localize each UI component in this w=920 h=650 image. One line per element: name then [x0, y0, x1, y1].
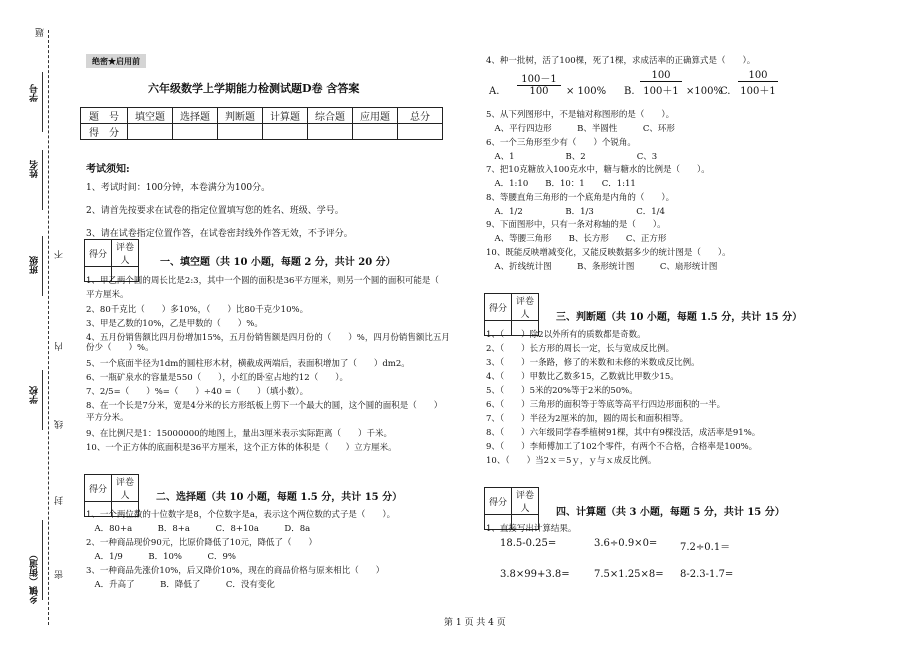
notice-item: 2、请首先按要求在试卷的指定位置填写您的姓名、班级、学号。	[86, 206, 344, 216]
side-char-5: 密	[55, 570, 65, 579]
s1-line: 4、五月份销售额比四月份增加15%，五月份销售额是四月份的（ ）%，四月份销售额比五月	[86, 333, 450, 343]
s1-line: 1、甲乙两个圆的周长比是2:3，其中一个圆的面积是36平方厘米，则另一个圆的面积可能是（	[86, 276, 439, 286]
s1-line: 平方分米。	[86, 413, 129, 423]
student-id-line	[42, 72, 43, 132]
side-char-3: 线	[55, 420, 65, 429]
r-line: 8、等腰直角三角形的一个底角是内角的（ ）。	[486, 193, 675, 203]
s1-line: 3、甲是乙数的10%，乙是甲数的（ ）%。	[86, 319, 263, 329]
score-cell[interactable]	[218, 124, 263, 140]
score-cell[interactable]	[263, 124, 308, 140]
label-name: 姓名	[30, 160, 40, 178]
score-head-1: 填空题	[128, 108, 173, 124]
s2-line: 1、一个两位数的十位数字是8，个位数字是a，表示这个两位数的式子是（ ）。	[86, 510, 396, 520]
s3-line: 2、（ ）长方形的周长一定，长与宽成反比例。	[486, 344, 675, 354]
s1-line: 10、一个正方体的底面积是36平方厘米，这个正方体的体积是（ ）立方厘米。	[86, 443, 397, 453]
name-line	[42, 150, 43, 210]
s1-line: 6、一瓶矿泉水的容量是550（ ），小红的卧室占地约12（ ）。	[86, 373, 348, 383]
section4-title: 四、计算题（共 3 小题，每题 5 分，共计 15 分）	[556, 507, 785, 518]
q4-opt-c: C.	[720, 86, 731, 97]
town-line	[42, 520, 43, 600]
s3-line: 4、（ ）甲数比乙数多15，乙数就比甲数少15。	[486, 372, 679, 382]
page-footer: 第 1 页 共 4 页	[444, 618, 506, 628]
section2-title: 二、选择题（共 10 小题，每题 1.5 分，共计 15 分）	[156, 492, 403, 503]
score-head-6: 应用题	[353, 108, 398, 124]
frac-b-tail: ×100%	[686, 86, 723, 97]
q4-frac-c	[738, 70, 778, 97]
binding-top-mark: 题	[36, 28, 46, 37]
confidential-stamp: 绝密★启用前	[86, 54, 146, 68]
s3-line: 9、（ ）李师傅加工了102个零件，有两个不合格，合格率是100%。	[486, 442, 758, 452]
s2-line: A．80+a B．8+a C．8+10a D．8a	[86, 524, 311, 534]
r-line: A、平行四边形 B、半圆性 C、环形	[486, 124, 675, 134]
score-head-7: 总分	[398, 108, 443, 124]
s1-line: 2、80千克比（ ）多10%，（ ）比80千克少10%。	[86, 305, 309, 315]
q4-frac-a	[517, 70, 561, 97]
class-line	[42, 236, 43, 296]
notice-item: 1、考试时间：100分钟，本卷满分为100分。	[86, 183, 271, 193]
calc-item: 7.2÷0.1＝	[680, 542, 731, 553]
binding-dashed-line	[48, 30, 49, 625]
score-cell[interactable]	[128, 124, 173, 140]
q4-opt-a: A.	[489, 86, 500, 97]
section1-title: 一、填空题（共 10 小题，每题 2 分，共计 20 分）	[160, 257, 396, 268]
score-cell[interactable]	[398, 124, 443, 140]
score-table	[80, 107, 443, 140]
frac-c-den: 100＋1	[740, 86, 776, 97]
score-head-2: 选择题	[173, 108, 218, 124]
s2-line: 2、一种商品现价90元，比原价降低了10元，降低了（ ）	[86, 538, 318, 548]
s3-line: 7、（ ）半径为2厘米的加，圆的周长和面积相等。	[486, 414, 689, 424]
s1-line: 平方厘米。	[86, 290, 129, 300]
s1-line: 份少（ ）%。	[86, 343, 154, 353]
s1-line: 7、2/5=（ ）%=（ ）÷40 =（ ）（填小数）。	[86, 387, 309, 397]
scorebox-label: 评卷人	[512, 294, 539, 321]
r-line: 10、既能反映增减变化，又能反映数据多少的统计图是（ ）。	[486, 248, 731, 258]
notice-heading: 考试须知:	[86, 164, 130, 175]
label-school: 学校	[30, 386, 40, 404]
score-head-5: 综合题	[308, 108, 353, 124]
scorebox-label: 评卷人	[512, 488, 539, 515]
frac-a-num: 100－1	[517, 70, 561, 86]
score-cell[interactable]	[353, 124, 398, 140]
scorebox-label: 得分	[85, 475, 112, 502]
scorebox-label: 评卷人	[112, 475, 139, 502]
side-char-1: 不	[55, 250, 65, 259]
r-line: A．1/2 B．1/3 C．1/4	[486, 207, 665, 217]
s2-line: A．1/9 B．10% C．9%	[86, 552, 236, 562]
score-row-label: 得 分	[81, 124, 128, 140]
r-line: A．1:10 B．10：1 C．1:11	[486, 179, 636, 189]
s1-line: 8、在一个长是7分米，宽是4分米的长方形纸板上剪下一个最大的圆，这个圆的面积是（ ）	[86, 401, 443, 411]
frac-c-num: 100	[738, 70, 778, 82]
r-line: A、1 B、2 C、3	[486, 152, 658, 162]
calc-item: 18.5-0.25=	[500, 538, 557, 549]
label-class: 班级	[30, 256, 40, 274]
s2-line: A．升高了 B．降低了 C．没有变化	[86, 580, 275, 590]
scorebox-label: 评卷人	[112, 240, 139, 267]
scorebox-label: 得分	[85, 240, 112, 267]
calc-item: 8-2.3-1.7=	[680, 569, 734, 580]
side-char-4: 封	[55, 496, 65, 505]
s3-line: 10、（ ）当2ｘ＝5ｙ，ｙ与ｘ成反比例。	[486, 456, 657, 466]
score-cell[interactable]	[308, 124, 353, 140]
frac-a-den: 100	[529, 86, 549, 97]
calc-item: 7.5×1.25×8=	[594, 569, 664, 580]
s3-line: 1、（ ）除2以外所有的质数都是奇数。	[486, 330, 646, 340]
q4-opt-b: B.	[624, 86, 635, 97]
score-head-3: 判断题	[218, 108, 263, 124]
notice-item: 3、请在试卷指定位置作答，在试卷密封线外作答无效，不予评分。	[86, 229, 353, 239]
frac-b-den: 100＋1	[643, 86, 679, 97]
frac-a-tail: × 100%	[566, 86, 607, 97]
frac-b-num: 100	[640, 70, 682, 82]
r-line: 6、一个三角形至少有（ ）个锐角。	[486, 138, 636, 148]
s1-line: 5、一个底面半径为1dm的圆柱形木材，横截成两端后，表面积增加了（ ）dm2。	[86, 359, 410, 369]
s1-line: 9、在比例尺是1：15000000的地图上，量出3厘米表示实际距离（ ）千米。	[86, 429, 392, 439]
r-line: A、折线统计图 B、条形统计图 C、扇形统计图	[486, 262, 718, 272]
school-line	[42, 370, 43, 430]
q4-text: 4、种一批树，活了100棵，死了1棵，求成活率的正确算式是（ ）。	[486, 56, 756, 66]
q4-frac-b	[640, 70, 682, 97]
s3-line: 3、（ ）一条路，修了的米数和未修的米数成反比例。	[486, 358, 700, 368]
score-head-4: 计算题	[263, 108, 308, 124]
calc-item: 3.6÷0.9×0=	[594, 538, 658, 549]
section3-title: 三、判断题（共 10 小题，每题 1.5 分，共计 15 分）	[556, 312, 803, 323]
r-line: 7、把10克糖放入100克水中，糖与糖水的比例是（ ）。	[486, 165, 710, 175]
s4-intro: 1、直接写出计算结果。	[486, 524, 577, 534]
scorebox-label: 得分	[485, 294, 512, 321]
s2-line: 3、一种商品先涨价10%，后又降价10%，现在的商品价格与原来相比（ ）	[86, 566, 385, 576]
label-student-id: 学号	[30, 84, 40, 102]
r-line: A、等腰三角形 B、长方形 C、正方形	[486, 234, 667, 244]
s3-line: 6、（ ）三角形的面积等于等底等高平行四边形面积的一半。	[486, 400, 726, 410]
s3-line: 5、（ ）5米的20%等于2米的50%。	[486, 386, 638, 396]
scorebox-label: 得分	[485, 488, 512, 515]
page-title: 六年级数学上学期能力检测试题D卷 含答案	[148, 82, 360, 95]
score-cell[interactable]	[173, 124, 218, 140]
calc-item: 3.8×99+3.8=	[500, 569, 570, 580]
score-head-0: 题 号	[81, 108, 128, 124]
r-line: 9、下面图形中，只有一条对称轴的是（ ）。	[486, 220, 666, 230]
label-town: 乡镇（街道）	[30, 550, 40, 604]
s3-line: 8、（ ）六年级同学春季植树91棵，其中有9棵没活，成活率是91%。	[486, 428, 761, 438]
r-line: 5、从下列图形中，不是轴对称图形的是（ ）。	[486, 110, 675, 120]
side-char-2: 内	[55, 342, 65, 351]
